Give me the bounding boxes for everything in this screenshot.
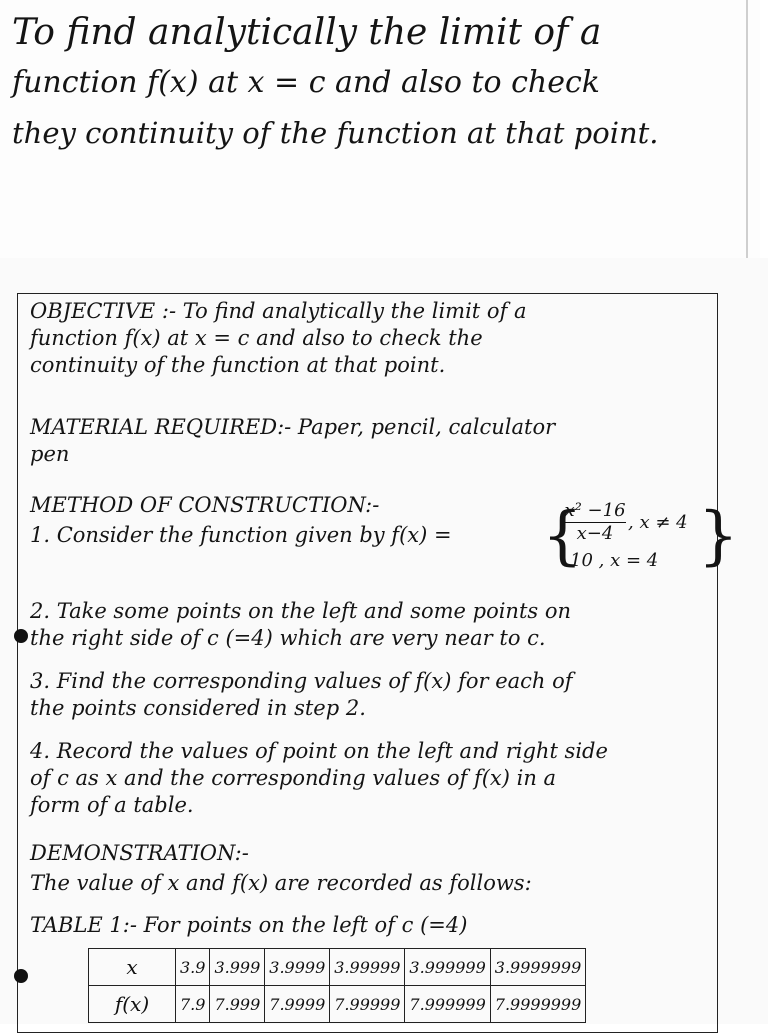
case-2: 10 , x = 4 <box>570 550 659 571</box>
step-4-line-1: 4. Record the values of point on the left and right side <box>30 739 608 763</box>
objective-line-1: OBJECTIVE :- To find analytically the limit of a <box>30 299 527 323</box>
fraction-numerator: x² −16 <box>564 500 626 521</box>
demonstration-heading: DEMONSTRATION:- <box>30 841 249 865</box>
method-heading: METHOD OF CONSTRUCTION:- <box>30 493 380 517</box>
material-section <box>30 414 720 468</box>
fraction-denominator: x−4 <box>576 523 614 544</box>
title-line-3: they continuity of the function at that point. <box>12 116 659 150</box>
row-label-fx: f(x) <box>89 986 176 1023</box>
table-cell: 3.9999999 <box>490 949 586 986</box>
step-2-line-2: the right side of c (=4) which are very near to c. <box>30 626 546 650</box>
table-cell: 7.999 <box>210 986 265 1023</box>
punch-hole <box>14 629 28 643</box>
table-cell: 7.9999999 <box>490 986 586 1023</box>
page-title <box>12 10 747 156</box>
left-brace: { <box>542 499 583 573</box>
table-cell: 3.999999 <box>405 949 490 986</box>
table-cell: 3.9999 <box>265 949 330 986</box>
case-1-condition: , x ≠ 4 <box>628 512 688 533</box>
title-line-1: To find analytically the limit of a <box>12 12 602 53</box>
piecewise-function <box>542 499 739 578</box>
objective-line-3: continuity of the function at that point. <box>30 353 446 377</box>
top-sheet <box>0 0 760 258</box>
demonstration-text: The value of x and f(x) are recorded as follows: <box>30 871 532 895</box>
punch-hole <box>14 969 28 983</box>
step-3-line-1: 3. Find the corresponding values of f(x) for each of <box>30 669 573 693</box>
step-4-line-3: form of a table. <box>30 793 194 817</box>
table-cell: 7.9999 <box>265 986 330 1023</box>
objective-section <box>30 298 720 379</box>
material-line-1: MATERIAL REQUIRED:- Paper, pencil, calculator <box>30 415 556 439</box>
method-step-1: 1. Consider the function given by f(x) = <box>30 523 452 547</box>
step-3-line-2: the points considered in step 2. <box>30 696 366 720</box>
table-caption: TABLE 1:- For points on the left of c (=4) <box>30 913 468 937</box>
method-step-4 <box>30 738 720 819</box>
material-line-2: pen <box>30 442 70 466</box>
table-cell: 3.999 <box>210 949 265 986</box>
step-4-line-2: of c as x and the corresponding values of f(x) in a <box>30 766 557 790</box>
table-row-x <box>89 949 586 986</box>
table-row-fx <box>89 986 586 1023</box>
title-line-2: function f(x) at x = c and also to check <box>12 65 600 100</box>
values-table <box>88 948 586 1023</box>
step-2-line-1: 2. Take some points on the left and some points on <box>30 599 572 623</box>
fraction <box>564 500 626 545</box>
method-step-3 <box>30 668 720 722</box>
row-label-x: x <box>89 949 176 986</box>
table-cell: 3.9 <box>176 949 210 986</box>
objective-line-2: function f(x) at x = c and also to check the <box>30 326 483 350</box>
right-brace: } <box>698 499 739 573</box>
table-cell: 7.9 <box>176 986 210 1023</box>
table-cell: 3.99999 <box>330 949 405 986</box>
method-step-2 <box>30 598 720 652</box>
table-cell: 7.99999 <box>330 986 405 1023</box>
table-cell: 7.999999 <box>405 986 490 1023</box>
